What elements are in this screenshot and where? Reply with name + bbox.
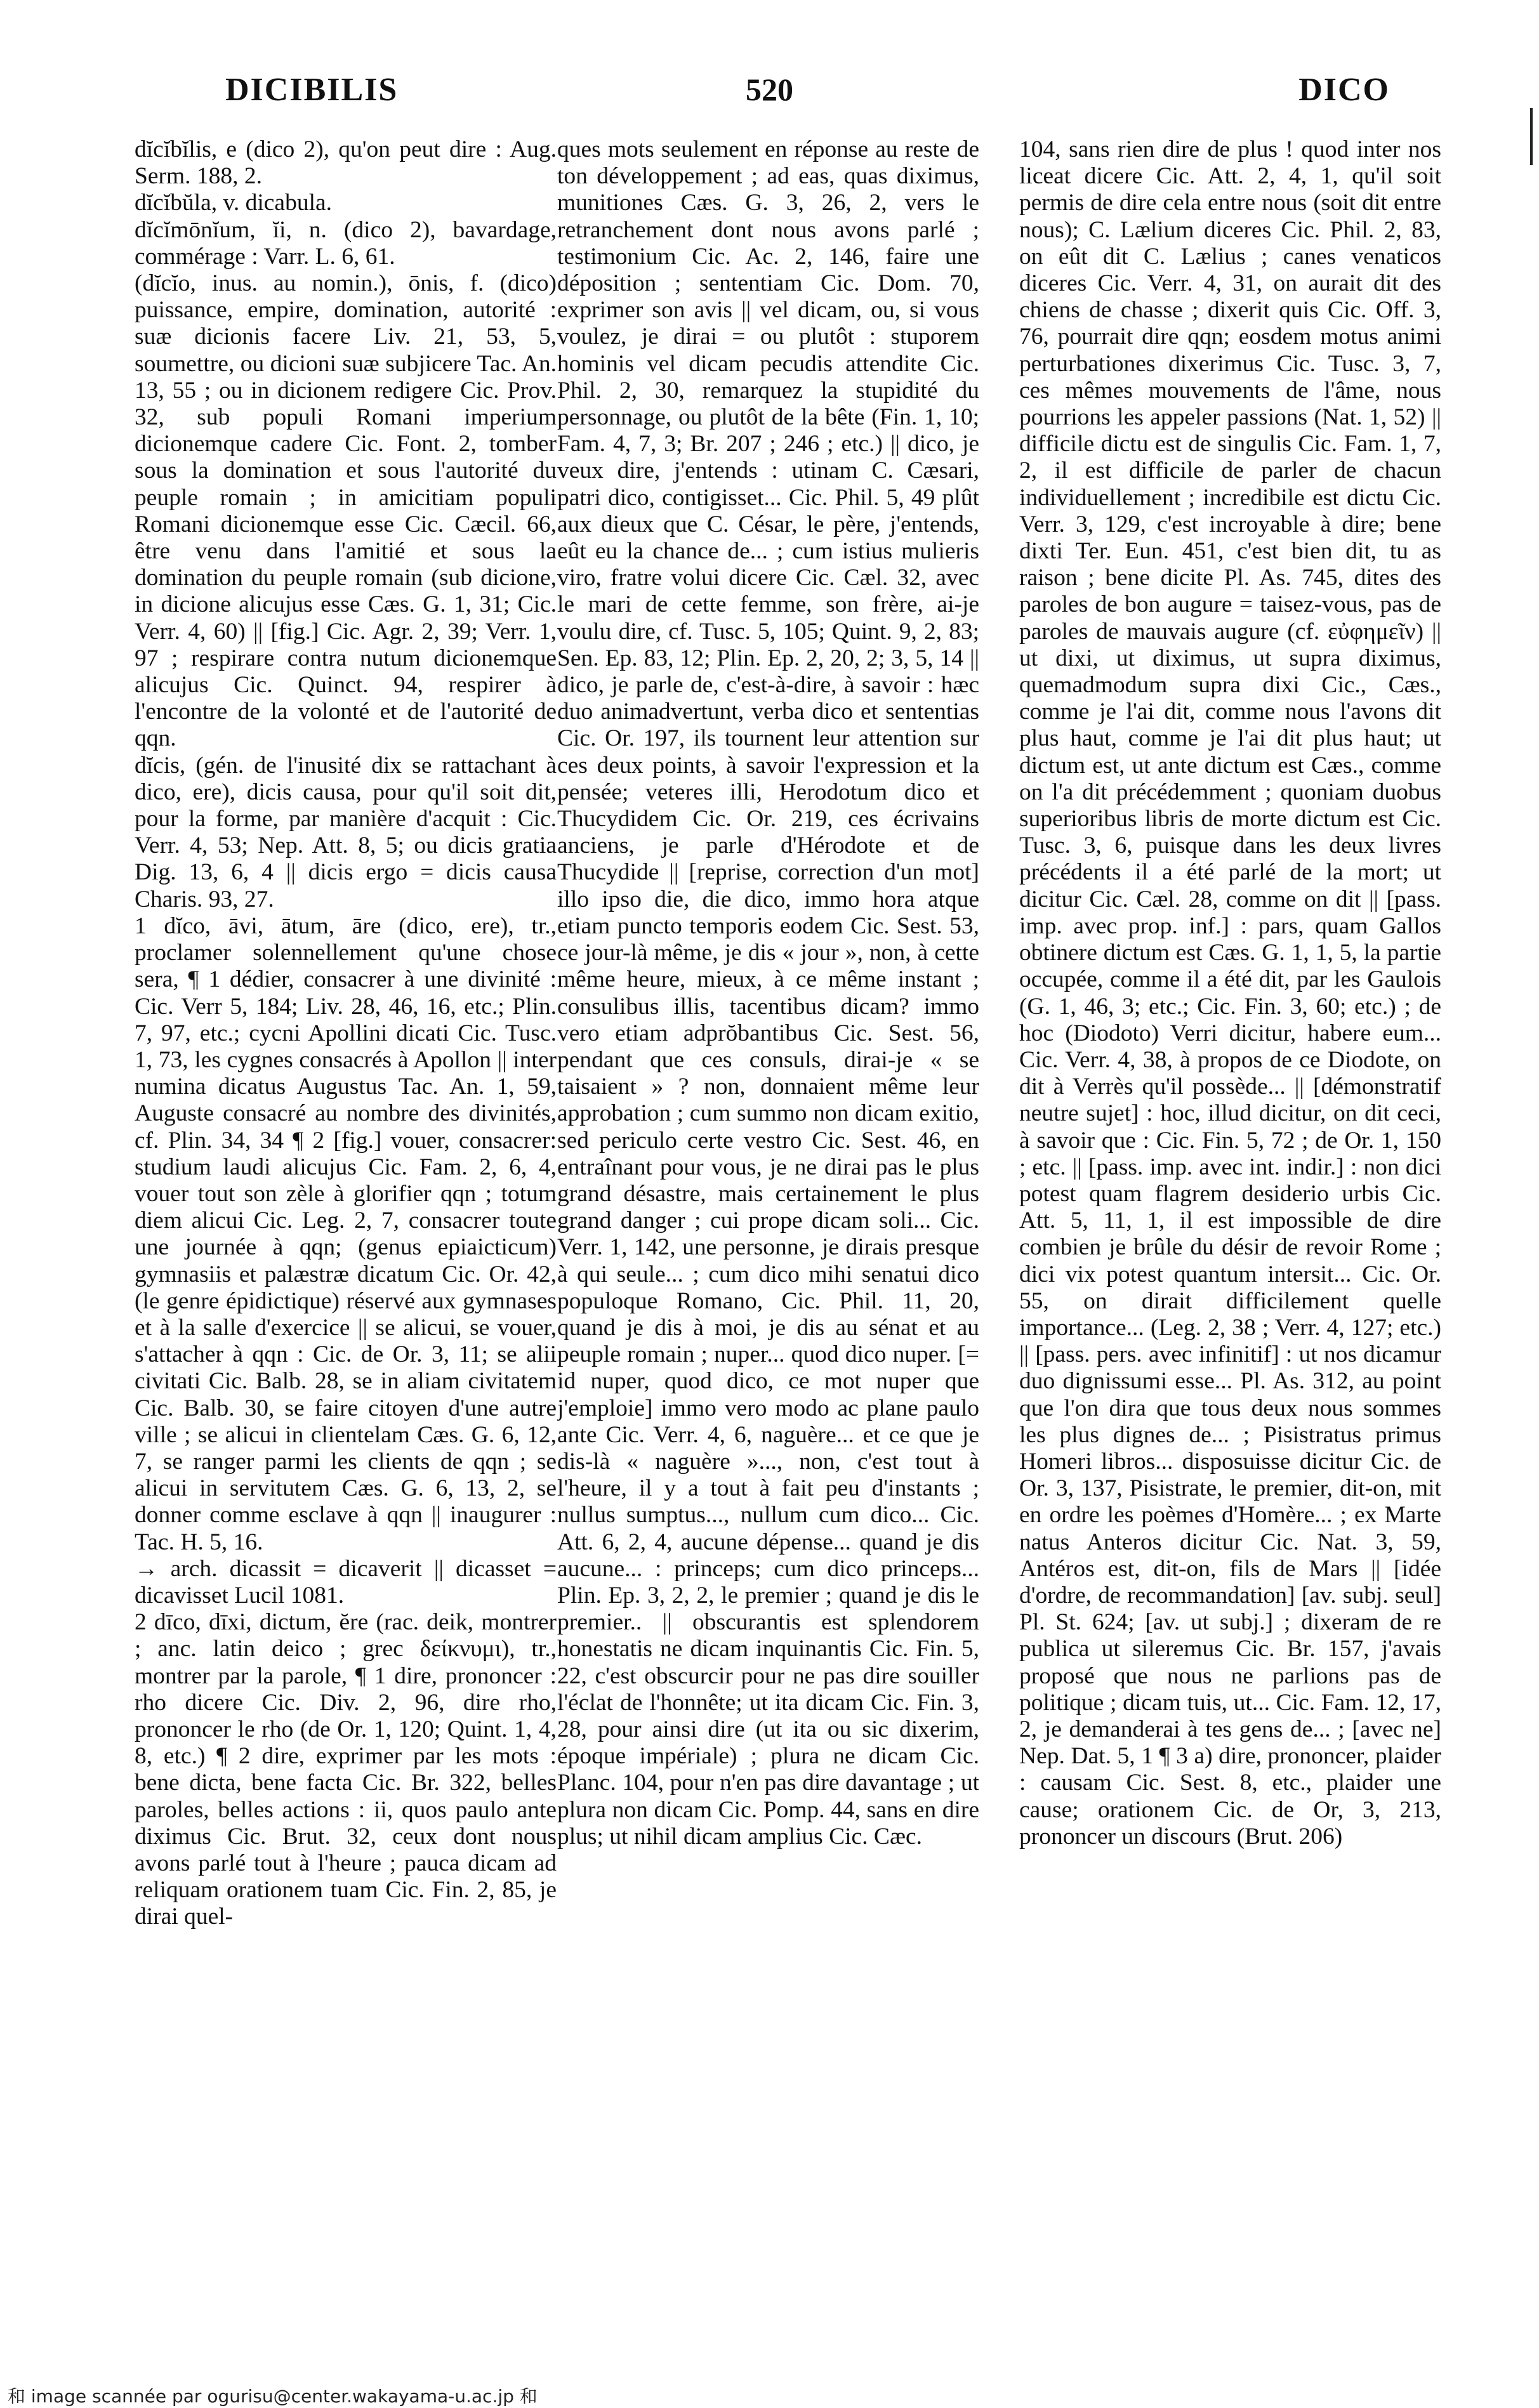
dictionary-entry: dĭcĭbŭla, v. dicabula. [135, 190, 333, 216]
column-2 [557, 136, 979, 2357]
dictionary-entry: dĭcĭbĭlis, e (dico 2), qu'on peut dire : Aug. Serm. 188, 2. [135, 136, 557, 190]
running-head-left: DICIBILIS [225, 72, 399, 108]
scan-credit-footer: 和 image scannée par ogurisu@center.wakayama-u.ac.jp 和 [8, 2386, 538, 2407]
page-number: 520 [746, 72, 793, 107]
dictionary-entry: 104, sans rien dire de plus ! quod inter nos liceat dicere Cic. Att. 2, 4, 1, qu'il soit permis de dire cela entre nous (soit dit entre nous); C. Lælium diceres Cic. Phil. 2, 83, on eût dit C. Lælius ; canes venaticos diceres Cic. Verr. 4, 31, on aurait dit des chiens de chasse ; dixerit quis Cic. Off. 3, 76, pourrait dire qqn; eosdem motus animi perturbationes dixerimus Cic. Tusc. 3, 7, ces mêmes mouvements de l'âme, nous pourrions les appeler passions (Nat. 1, 52) || difficile dictu est de singulis Cic. Fam. 1, 7, 2, il est difficile de parler de chacun individuellement ; incredibile est dictu Cic. Verr. 3, 129, c'est incroyable à dire; bene dixti Ter. Eun. 451, c'est bien dit, tu as raison ; bene dicite Pl. As. 745, dites des paroles de bon augure = taisez-vous, pas de paroles de mauvais augure (cf. εὐφημεῖν) || ut dixi, ut diximus, ut supra diximus, quemadmodum supra dixi Cic., Cæs., comme je l'ai dit, comme nous l'avons dit plus haut, comme je l'ai dit plus haut; ut dictum est, ut ante dictum est Cæs., comme on l'a dit précédemment ; quoniam duobus superioribus libris de morte dictum est Cic. Tusc. 3, 6, puisque dans les deux livres précédents il a été parlé de la mort; ut dicitur Cic. Cæl. 28, comme on dit || [pass. imp. avec prop. inf.] : pars, quam Gallos obtinere dictum est Cæs. G. 1, 1, 5, la partie occupée, comme il a été dit, par les Gaulois (G. 1, 46, 3; etc.; Cic. Fin. 3, 60; etc.) ; de hoc (Diodoto) Verri dicitur, habere eum... Cic. Verr. 4, 38, à propos de ce Diodote, on dit à Verrès qu'il possède... || [démonstratif neutre sujet] : hoc, illud dicitur, on dit ceci, à savoir que : Cic. Fin. 5, 72 ; de Or. 1, 150 ; etc. || [pass. imp. avec int. indir.] : non dici potest quam flagrem desiderio urbis Cic. Att. 5, 11, 1, il est impossible de dire combien je brûle du désir de revoir Rome ; dici vix potest quantum intersit... Cic. Or. 55, on dirait difficilement quelle importance... (Leg. 2, 38 ; Verr. 4, 127; etc.) || [pass. pers. avec infinitif] : ut nos dicamur duo dignissumi esse... Pl. As. 312, au point que l'on dira que tous deux nous sommes les plus dignes de... ; Pisistratus primus Homeri libros... disposuisse dicitur Cic. de Or. 3, 137, Pisistrate, le premier, dit-on, mit en ordre les poèmes d'Homère... ; ex Marte natus Anteros dicitur Cic. Nat. 3, 59, Antéros est, dit-on, fils de Mars || [idée d'ordre, de recommandation] [av. subj. seul] Pl. St. 624; [av. ut subj.] ; dixeram de re publica ut sileremus Cic. Br. 157, j'avais proposé que nous ne parlions pas de politique ; dicam tuis, ut... Cic. Fam. 12, 17, 2, je demanderai à tes gens de... ; [avec ne] Nep. Dat. 5, 1 ¶ 3 a) dire, prononcer, plaider : causam Cic. Sest. 8, etc., plaider une cause; orationem Cic. de Or, 3, 213, prononcer un discours (Brut. 206) [1019, 136, 1441, 1850]
dictionary-entry: dĭcĭmōnĭum, ĭi, n. (dico 2), bavardage, commérage : Varr. L. 6, 61. [135, 216, 557, 270]
column-3 [1019, 136, 1441, 2357]
dictionary-entry: 2 dīco, dīxi, dictum, ĕre (rac. deik, montrer ; anc. latin deico ; grec δείκνυμι), tr., montrer par la parole, ¶ 1 dire, prononcer : rho dicere Cic. Div. 2, 96, dire rho, prononcer le rho (de Or. 1, 120; Quint. 1, 4, 8, etc.) ¶ 2 dire, exprimer par les mots : bene dicta, bene facta Cic. Br. 322, belles paroles, belles actions : ii, quos paulo ante diximus Cic. Brut. 32, ceux dont nous avons parlé tout à l'heure ; pauca dicam ad reliquam orationem tuam Cic. Fin. 2, 85, je dirai quel- [135, 1609, 557, 1930]
dictionary-entry: 1 dĭco, āvi, ātum, āre (dico, ere), tr., proclamer solennellement qu'une chose sera, ¶ 1 dédier, consacrer à une divinité : Cic. Verr 5, 184; Liv. 28, 46, 16, etc.; Plin. 7, 97, etc.; cycni Apollini dicati Cic. Tusc. 1, 73, les cygnes consacrés à Apollon || inter numina dicatus Augustus Tac. An. 1, 59, Auguste consacré au nombre des divinités, cf. Plin. 34, 34 ¶ 2 [fig.] vouer, consacrer: studium laudi alicujus Cic. Fam. 2, 6, 4, vouer tout son zèle à glorifier qqn ; totum diem alicui Cic. Leg. 2, 7, consacrer toute une journée à qqn; (genus epiaicticum) gymnasiis et palæstræ dicatum Cic. Or. 42, (le genre épidictique) réservé aux gymnases et à la salle d'exercice || se alicui, se vouer, s'attacher à qqn : Cic. de Or. 3, 11; se alii civitati Cic. Balb. 28, se in aliam civitatem Cic. Balb. 30, se faire citoyen d'une autre ville ; se alicui in clientelam Cæs. G. 6, 12, 7, se ranger parmi les clients de qqn ; se alicui in servitutem Cæs. G. 6, 13, 2, se donner comme esclave à qqn || inaugurer : Tac. H. 5, 16. [135, 912, 557, 1555]
column-1 [135, 136, 557, 2357]
running-head-right: DICO [1298, 72, 1390, 108]
dictionary-entry: (dĭcĭo, inus. au nomin.), ōnis, f. (dico) puissance, empire, domination, autorité : suæ dicionis facere Liv. 21, 53, 5, soumettre, ou dicioni suæ subjicere Tac. An. 13, 55 ; ou in dicionem redigere Cic. Prov. 32, sub populi Romani imperium dicionemque cadere Cic. Font. 2, tomber sous la domination et sous l'autorité du peuple romain ; in amicitiam populi Romani dicionemque esse Cic. Cæcil. 66, être venu dans l'amitié et sous la domination du peuple romain (sub dicione, in dicione alicujus esse Cæs. G. 1, 31; Cic. Verr. 4, 60) || [fig.] Cic. Agr. 2, 39; Verr. 1, 97 ; respirare contra nutum dicionemque alicujus Cic. Quinct. 94, respirer à l'encontre de la volonté et de l'autorité de qqn. [135, 270, 557, 752]
dictionary-entry: ques mots seulement en réponse au reste de ton développement ; ad eas, quas diximus, munitiones Cæs. G. 3, 26, 2, vers le retranchement dont nous avons parlé ; testimonium Cic. Ac. 2, 146, faire une déposition ; sententiam Cic. Dom. 70, exprimer son avis || vel dicam, ou, si vous voulez, je dirai = ou plutôt : stuporem hominis vel dicam pecudis attendite Cic. Phil. 2, 30, remarquez la stupidité du personnage, ou plutôt de la bête (Fin. 1, 10; Fam. 4, 7, 3; Br. 207 ; 246 ; etc.) || dico, je veux dire, j'entends : utinam C. Cæsari, patri dico, contigisset... Cic. Phil. 5, 49 plût aux dieux que C. César, le père, j'entends, eût eu la chance de... ; cum istius mulieris viro, fratre volui dicere Cic. Cæl. 32, avec le mari de cette femme, son frère, ai-je voulu dire, cf. Tusc. 5, 105; Quint. 9, 2, 83; Sen. Ep. 83, 12; Plin. Ep. 2, 20, 2; 3, 5, 14 || dico, je parle de, c'est-à-dire, à savoir : hæc duo animadvertunt, verba dico et sententias Cic. Or. 197, ils tournent leur attention sur ces deux points, à savoir l'expression et la pensée; veteres illi, Herodotum dico et Thucydidem Cic. Or. 219, ces écrivains anciens, je parle d'Hérodote et de Thucydide || [reprise, correction d'un mot] illo ipso die, die dico, immo hora atque etiam puncto temporis eodem Cic. Sest. 53, ce jour-là même, je dis « jour », non, à cette même heure, mieux, à ce même instant ; consulibus illis, tacentibus dicam? immo vero etiam adprŏbantibus Cic. Sest. 56, pendant que ces consuls, dirai-je « se taisaient » ? non, donnaient même leur approbation ; cum summo non dicam exitio, sed periculo certe vestro Cic. Sest. 46, en entraînant pour vous, je ne dirai pas le plus grand désastre, mais certainement le plus grand danger ; cui prope dicam soli... Cic. Verr. 1, 142, une personne, je dirais presque à qui seule... ; cum dico mihi senatui dico populoque Romano, Cic. Phil. 11, 20, quand je dis à moi, je dis au sénat et au peuple romain ; nuper... quod dico nuper. [= id nuper, quod dico, ce mot nuper que j'emploie] immo vero modo ac plane paulo ante Cic. Verr. 4, 6, naguère... et ce que je dis-là « naguère »..., non, c'est tout à l'heure, il y a tout à fait peu d'instants ; nullus sumptus..., nullum cum dico... Cic. Att. 6, 2, 4, aucune dépense... quand je dis aucune... : princeps; cum dico princeps... Plin. Ep. 3, 2, 2, le premier ; quand je dis le premier.. || obscurantis est splendorem honestatis ne dicam inquinantis Cic. Fin. 5, 22, c'est obscurcir pour ne pas dire souiller l'éclat de l'honnête; ut ita dicam Cic. Fin. 3, 28, pour ainsi dire (ut ita ou sic dixerim, époque impériale) ; plura ne dicam Cic. Planc. 104, pour n'en pas dire davantage ; ut plura non dicam Cic. Pomp. 44, sans en dire plus; ut nihil dicam amplius Cic. Cæc. [557, 136, 979, 1850]
scan-edge-mark [1530, 108, 1533, 165]
dictionary-entry: dĭcis, (gén. de l'inusité dix se rattachant à dico, ere), dicis causa, pour qu'il soit dit, pour la forme, par manière d'acquit : Cic. Verr. 4, 53; Nep. Att. 8, 5; ou dicis gratia Dig. 13, 6, 4 || dicis ergo = dicis causa Charis. 93, 27. [135, 752, 557, 912]
dictionary-entry: → arch. dicassit = dicaverit || dicasset = dicavisset Lucil 1081. [135, 1555, 557, 1609]
